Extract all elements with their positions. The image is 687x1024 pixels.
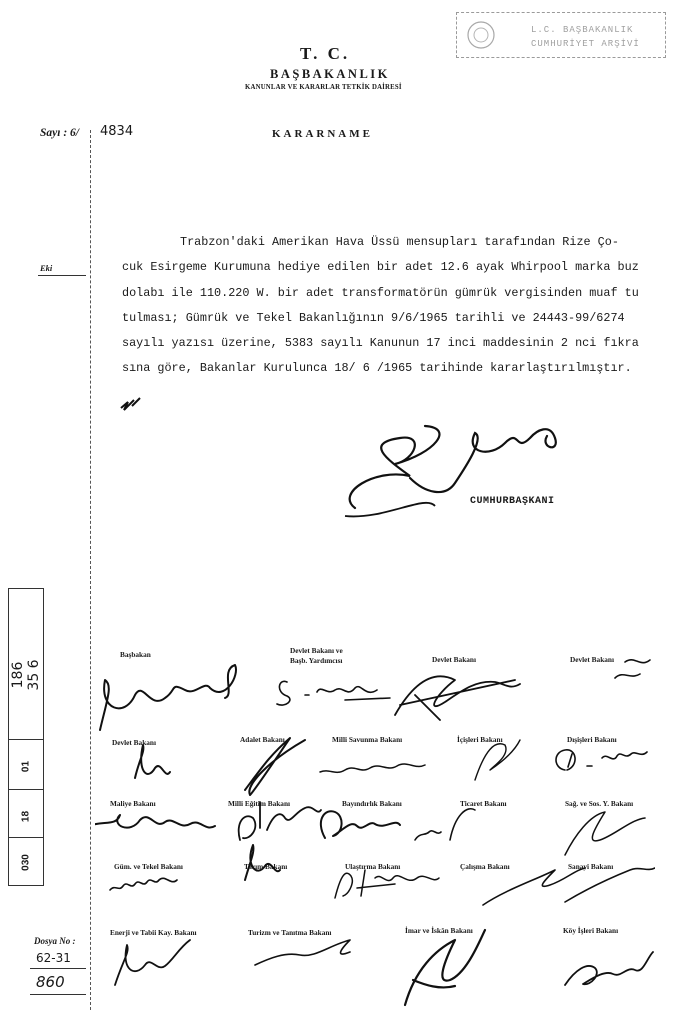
header-department: KANUNLAR VE KARARLAR TETKİK DAİRESİ [245, 84, 402, 91]
minister-tarim: Tarım Bakanı [244, 862, 288, 871]
dosya-label: Dosya No : [34, 936, 76, 946]
sayi-label: Sayı : 6/ [40, 127, 79, 139]
minister-ticaret: Ticaret Bakanı [460, 799, 507, 808]
minister-ulastirma: Ulaştırma Bakanı [345, 862, 401, 871]
minister-devlet-basb-line2: Başb. Yardımcısı [290, 656, 343, 665]
signature-saglik [565, 812, 645, 855]
signature-devlet-1 [395, 676, 520, 720]
archive-stamp [456, 12, 666, 58]
body-line-3: dolabı ile 110.220 W. bir adet transformatörün gümrük vergisinden muaf tu [122, 285, 639, 300]
president-signature [315, 398, 585, 528]
stamp-line-2: CUMHURİYET ARŞİVİ [531, 39, 640, 49]
minister-savunma: Milli Savunma Bakanı [332, 735, 403, 744]
body-line-1: Trabzon'daki Amerikan Hava Üssü mensupları tarafından Rize Ço- [180, 235, 619, 249]
signature-turizm [255, 940, 350, 965]
side-stamp-cell-3: 030 [20, 854, 32, 871]
minister-imar: İmar ve İskân Bakanı [405, 926, 473, 935]
dosya-number-2: 860 [36, 973, 65, 991]
minister-disisleri: Dışişleri Bakanı [567, 735, 617, 744]
document-title: KARARNAME [272, 128, 373, 140]
signature-disisleri [556, 750, 647, 770]
signature-savunma [320, 764, 425, 772]
minister-devlet-3: Devlet Bakanı [112, 738, 156, 747]
signature-adalet [245, 738, 305, 795]
body-line-5: sayılı yazısı üzerine, 5383 sayılı Kanunun 17 inci maddesinin 2 nci fıkra [122, 336, 639, 351]
signature-bayindirlik [321, 811, 400, 838]
signature-calisma [483, 868, 585, 905]
signature-devlet-3 [135, 745, 170, 778]
dosya-divider-2 [30, 994, 86, 995]
margin-mark-icon [118, 392, 148, 414]
minister-milli-egitim: Milli Eğitim Bakanı [228, 799, 291, 808]
signature-koy-isleri [565, 952, 653, 985]
sayi-number: 4834 [100, 124, 134, 139]
side-stamp-cell-1: 01 [20, 760, 32, 773]
body-line-4: tulması; Gümrük ve Tekel Bakanlığının 9/6/1965 tarihli ve 24443-99/6274 [122, 310, 625, 325]
side-stamp-cell-2: 18 [20, 810, 32, 823]
signature-icisleri [475, 740, 520, 780]
signature-maliye [95, 815, 215, 835]
minister-devlet-1: Devlet Bakanı [432, 655, 476, 664]
dosya-divider [30, 968, 86, 969]
signature-ticaret [415, 809, 475, 840]
body-line-2: cuk Esirgeme Kurumuna hediye edilen bir adet 12.6 ayak Whirpool marka buz [122, 260, 639, 275]
minister-saglik: Sağ. ve Sos. Y. Bakanı [565, 799, 634, 808]
minister-gumruk: Güm. ve Tekel Bakanı [114, 862, 183, 871]
signature-devlet-basb [277, 681, 390, 705]
eki-divider [38, 275, 86, 276]
minister-maliye: Maliye Bakanı [110, 799, 156, 808]
signature-enerji [115, 940, 190, 985]
eki-label: Eki [40, 263, 53, 273]
signature-imar [405, 930, 485, 1005]
header-tc: T. C. [300, 44, 351, 63]
signature-sanayi [565, 868, 655, 902]
minister-basbakan: Başbakan [120, 650, 151, 659]
stamp-seal-icon [465, 19, 497, 51]
minister-bayindirlik: Bayındırlık Bakanı [342, 799, 402, 808]
side-stamp-number: 186 35 6 [10, 659, 42, 691]
minister-signatures [95, 640, 655, 1020]
minister-icisleri: İçişleri Bakanı [457, 735, 503, 744]
minister-devlet-basb-line1: Devlet Bakanı ve [290, 646, 343, 655]
dosya-number: 62-31 [36, 951, 71, 965]
minister-adalet: Adalet Bakanı [240, 735, 285, 744]
minister-devlet-2: Devlet Bakanı [570, 655, 614, 664]
signature-devlet-2 [615, 660, 650, 678]
minister-turizm: Turizm ve Tanıtma Bakanı [248, 928, 332, 937]
margin-line [90, 130, 91, 1010]
side-archive-stamp [8, 588, 44, 886]
signature-basbakan [100, 665, 236, 730]
minister-calisma: Çalışma Bakanı [460, 862, 510, 871]
minister-enerji: Enerji ve Tabii Kay. Bakanı [110, 928, 197, 937]
signature-ulastirma [335, 870, 439, 898]
signature-gumruk [110, 878, 177, 890]
minister-koy-isleri: Köy İşleri Bakanı [563, 926, 619, 935]
president-label: CUMHURBAŞKANI [470, 496, 555, 507]
minister-sanayi: Sanayi Bakanı [568, 862, 614, 871]
stamp-line-1: L.C. BAŞBAKANLIK [531, 25, 634, 35]
body-line-6: sına göre, Bakanlar Kurulunca 18/ 6 /1965 tarihinde kararlaştırılmıştır. [122, 361, 632, 376]
decree-body [122, 230, 662, 382]
header-office: BAŞBAKANLIK [270, 67, 390, 81]
